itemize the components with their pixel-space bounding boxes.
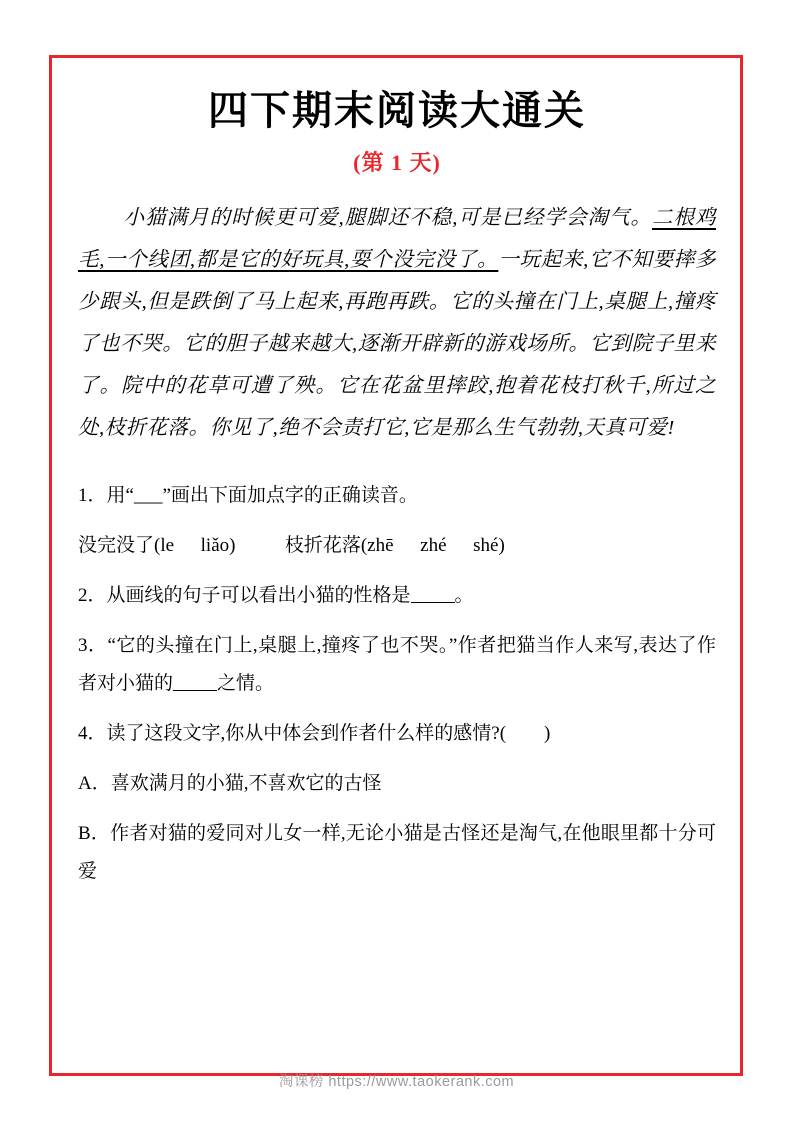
pinyin-item-1-alt: liǎo) <box>200 535 236 557</box>
option-b-label: B． <box>78 823 111 845</box>
option-a[interactable] <box>78 765 716 803</box>
option-a-label: A． <box>78 773 111 795</box>
reading-passage <box>78 197 716 449</box>
page-title: 四下期末阅读大通关 <box>208 88 586 133</box>
question-2-text-before: 从画线的句子可以看出小猫的性格是 <box>106 585 411 607</box>
question-3 <box>78 627 716 703</box>
question-1-text: 用“___”画出下面加点字的正确读音。 <box>106 485 418 507</box>
question-2 <box>78 577 716 615</box>
question-4-number: 4． <box>78 723 107 745</box>
pinyin-item-2-alt2: shé) <box>473 535 505 557</box>
question-4-text-before: 读了这段文字,你从中体会到作者什么样的感情?( <box>106 723 507 745</box>
answer-blank-q4[interactable] <box>506 722 544 741</box>
pinyin-item-2-word: 枝折花落(zhē <box>284 535 394 557</box>
question-1 <box>78 477 716 515</box>
page-subtitle: (第 1 天) <box>353 150 441 175</box>
question-3-text-after: 之情。 <box>217 673 275 695</box>
question-3-number: 3． <box>78 635 108 657</box>
footer-watermark: 淘课榜 https://www.taokerank.com <box>278 1074 515 1090</box>
questions-list <box>78 477 716 891</box>
question-1-number: 1． <box>78 485 107 507</box>
worksheet-content <box>72 70 722 903</box>
question-2-number: 2． <box>78 585 107 607</box>
passage-underlined: 二根鸡毛,一个线团,都是它的好玩具,耍个没完没了。 <box>78 207 717 272</box>
answer-blank-q3[interactable] <box>173 671 217 691</box>
pinyin-item-1-word: 没完没了(le <box>78 535 175 557</box>
answer-blank-q2[interactable] <box>411 583 455 603</box>
question-2-text-after: 。 <box>454 585 474 607</box>
option-b-text: 作者对猫的爱同对儿女一样,无论小猫是古怪还是淘气,在他眼里都十分可爱 <box>78 823 716 883</box>
option-a-text: 喜欢满月的小猫,不喜欢它的古怪 <box>110 773 382 795</box>
question-4 <box>78 715 716 753</box>
question-3-text-before: “它的头撞在门上,桌腿上,撞疼了也不哭。”作者把猫当作人来写,表达了作者对小猫的 <box>78 635 716 695</box>
option-b[interactable] <box>78 815 716 891</box>
passage-line-1: 小猫满月的时候更可爱,腿脚还不稳,可是已经学会淘气。 <box>123 207 652 229</box>
question-4-text-after: ) <box>544 723 551 745</box>
pinyin-item-2-alt1: zhé <box>420 535 447 557</box>
passage-rest: 一玩起来,它不知要摔多少跟头,但是跌倒了马上起来,再跑再跌。它的头撞在门上,桌腿上,撞疼了也不哭。它的胆子越来越大,逐渐开辟新的游戏场所。它到院子里来了。院中的花草可遭了殃。它在花盆里摔跤,抱着花枝打秋千,所过之处,枝折花落。你见了,绝不会责打它,它是那么生气勃勃,天真可爱! <box>78 249 716 440</box>
question-1-pinyin-row <box>78 527 716 565</box>
